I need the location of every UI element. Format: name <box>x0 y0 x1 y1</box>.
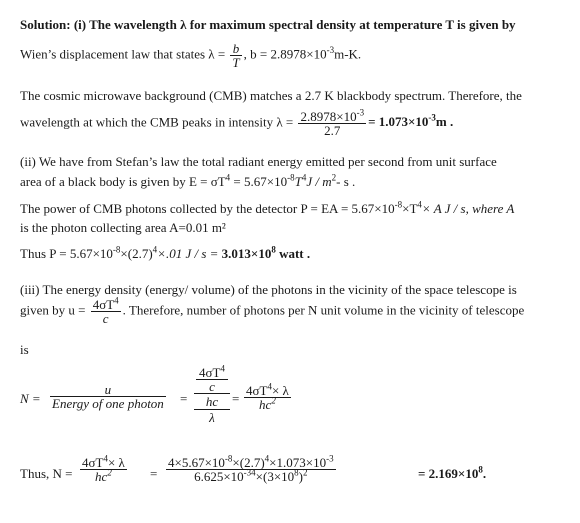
fraction-final <box>244 381 291 412</box>
frac-num: c <box>209 379 215 394</box>
fraction-last-2 <box>166 453 336 484</box>
fraction-b-over-t <box>230 42 241 69</box>
exponent: 4 <box>220 363 225 374</box>
frac-den: Energy of one photon <box>52 396 164 411</box>
frac-num: 4σT <box>199 365 221 380</box>
text: The power of CMB photons collected by the detector P = EA = 5.67×10 <box>20 201 395 216</box>
frac-den: c <box>102 311 109 326</box>
u-definition-line <box>20 295 525 326</box>
exponent: -3 <box>326 453 334 464</box>
energy-density-line <box>20 282 517 297</box>
text: Thus P = 5.67×10 <box>20 246 113 261</box>
text: area of a black body is given by E = σT <box>20 174 226 189</box>
exponent: 4 <box>417 199 422 210</box>
frac-num: 4σT <box>92 297 115 312</box>
exponent: 2 <box>331 172 337 183</box>
unit: watt . <box>279 246 311 261</box>
frac-num: 4σT <box>246 383 268 398</box>
text: Wien’s displacement law that states λ = <box>20 46 226 62</box>
exponent: 8 <box>271 244 276 255</box>
fraction-wavelength <box>298 107 366 138</box>
text: is <box>20 342 29 357</box>
frac-den: ×(3×10 <box>255 469 295 484</box>
solution-heading: Solution: (i) The wavelength λ for maximum spectral density at temperature T is given by <box>20 17 516 32</box>
exponent: -8 <box>112 244 121 255</box>
text: ×.01 J / s = <box>157 246 219 261</box>
text: T <box>294 174 302 189</box>
frac-num: 4×5.67×10 <box>168 455 225 470</box>
frac-den: 6.625×10 <box>194 469 244 484</box>
solution-line-1 <box>20 17 516 32</box>
exponent: 4 <box>225 172 231 183</box>
frac-den: hc <box>194 394 230 410</box>
text: ×T <box>402 201 418 216</box>
power-line <box>20 201 514 216</box>
exponent: 4 <box>267 381 272 392</box>
stefan-line-1 <box>20 154 497 169</box>
frac-num: ×(2.7) <box>232 455 265 470</box>
exponent: -3 <box>428 113 436 124</box>
cmb-wavelength-line <box>20 107 454 138</box>
exponent: 8 <box>294 467 299 478</box>
unit: m . <box>435 114 454 130</box>
result: 3.013×10 <box>221 246 272 261</box>
stefan-line-2 <box>20 174 355 189</box>
exponent: 2 <box>271 395 276 406</box>
fraction-u <box>91 295 121 326</box>
fraction-compound <box>194 363 230 425</box>
text: J / m <box>306 174 332 189</box>
text: given by u = <box>20 302 86 318</box>
exponent: 2 <box>107 467 112 478</box>
frac-num: u <box>50 383 166 397</box>
text: (ii) We have from Stefan’s law the total radiant energy emitted per second from unit surface <box>20 154 497 169</box>
wien-law-line <box>20 42 361 69</box>
exponent: 4 <box>301 172 307 183</box>
text: , b = 2.8978×10 <box>243 46 327 62</box>
text: - s . <box>336 174 356 189</box>
n-label: N = <box>20 391 41 406</box>
text: Thus, N = <box>20 466 73 481</box>
frac-num: × λ <box>107 455 125 470</box>
exponent: 4 <box>152 244 158 255</box>
frac-num: b <box>230 42 241 56</box>
exponent: -8 <box>287 172 295 183</box>
exponent: -8 <box>394 199 403 210</box>
text: wavelength at which the CMB peaks in intensity λ = <box>20 114 294 130</box>
exponent: -34 <box>243 467 256 478</box>
exponent: 8 <box>478 464 483 475</box>
result: = 1.073×10 <box>368 114 429 130</box>
is-line <box>20 342 29 357</box>
exponent: 2 <box>303 467 308 478</box>
frac-num: 2.8978×10 <box>300 109 357 124</box>
text: × A J / s, where A <box>421 201 515 216</box>
text: The cosmic microwave background (CMB) matches a 2.7 K blackbody spectrum. Therefore, the <box>20 88 522 103</box>
frac-num: × λ <box>271 383 289 398</box>
exponent: 4 <box>264 453 270 464</box>
area-line <box>20 220 226 235</box>
frac-den: hc <box>95 469 108 484</box>
frac-den: 2.7 <box>324 123 341 138</box>
exponent: 4 <box>103 453 108 464</box>
fraction-u-over-energy <box>50 383 166 410</box>
text: m-K. <box>334 46 362 62</box>
cmb-line <box>20 88 522 103</box>
frac-num: ×1.073×10 <box>269 455 327 470</box>
text: (iii) The energy density (energy/ volume) of the photons in the vicinity of the space telescope is <box>20 282 517 297</box>
frac-den: λ <box>209 410 215 425</box>
fraction-last-1 <box>80 453 127 484</box>
result: = 2.169×10 <box>418 466 479 481</box>
exponent: 4 <box>114 295 119 306</box>
text: is the photon collecting area A=0.01 m² <box>20 220 226 235</box>
frac-den: T <box>232 55 240 70</box>
text: = 5.67×10 <box>233 174 288 189</box>
exponent: -3 <box>356 107 365 118</box>
frac-den: hc <box>259 397 272 412</box>
exponent: -8 <box>224 453 233 464</box>
text: . Therefore, number of photons per N unit volume in the vicinity of telescope <box>122 302 525 318</box>
power-result-line <box>20 246 310 261</box>
frac-num: 4σT <box>82 455 104 470</box>
exponent: -3 <box>326 45 335 56</box>
text: ×(2.7) <box>120 246 153 261</box>
frac-den: ) <box>298 469 304 484</box>
